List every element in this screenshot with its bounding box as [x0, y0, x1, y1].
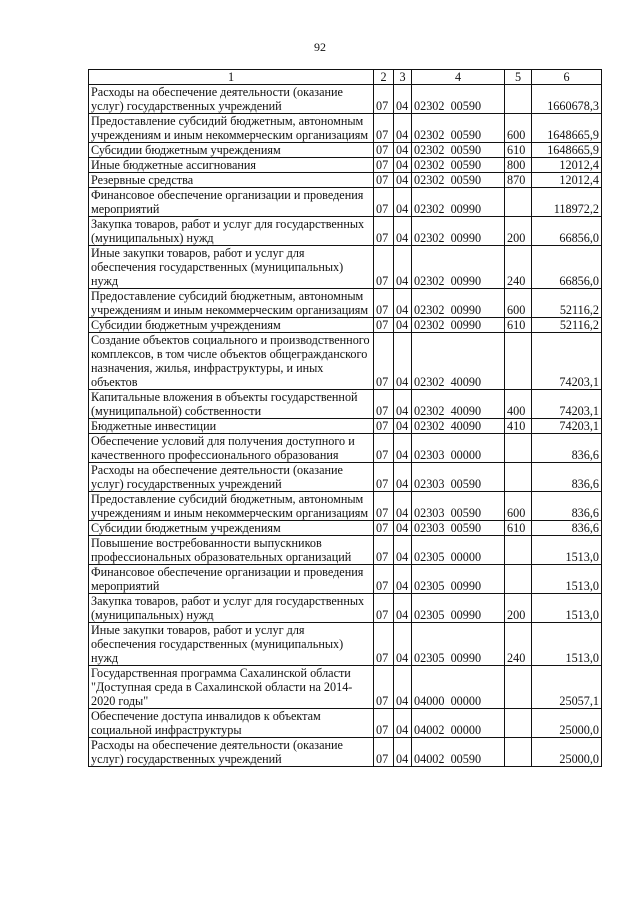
table-row — [89, 188, 602, 217]
section-code-cell: 07 — [374, 434, 394, 463]
subsection-code-cell: 04 — [394, 114, 412, 143]
expense-name-cell: Предоставление субсидий бюджетным, автономным учреждениям и иным некоммерческим организациям — [89, 114, 374, 143]
expense-name-cell: Субсидии бюджетным учреждениям — [89, 318, 374, 333]
table-row — [89, 434, 602, 463]
subsection-code-cell: 04 — [394, 738, 412, 767]
expense-name-cell: Повышение востребованности выпускников профессиональных образовательных организаций — [89, 536, 374, 565]
section-code-cell: 07 — [374, 738, 394, 767]
amount-cell: 52116,2 — [532, 289, 602, 318]
amount-cell: 836,6 — [532, 492, 602, 521]
target-article-cell: 02305 00990 — [412, 594, 505, 623]
expense-name-cell: Субсидии бюджетным учреждениям — [89, 521, 374, 536]
expense-name-cell: Резервные средства — [89, 173, 374, 188]
expense-type-cell — [505, 666, 532, 709]
table-row — [89, 492, 602, 521]
target-article-cell: 02305 00990 — [412, 565, 505, 594]
subsection-code-cell: 04 — [394, 419, 412, 434]
target-article-cell: 02302 40090 — [412, 333, 505, 390]
expense-type-cell: 200 — [505, 594, 532, 623]
section-code-cell: 07 — [374, 623, 394, 666]
amount-cell: 1660678,3 — [532, 85, 602, 114]
target-article-cell: 02302 00990 — [412, 289, 505, 318]
table-body — [89, 85, 602, 767]
amount-cell: 1513,0 — [532, 536, 602, 565]
table-row — [89, 738, 602, 767]
expense-name-cell: Государственная программа Сахалинской области "Доступная среда в Сахалинской области на 2014-2020 годы" — [89, 666, 374, 709]
section-code-cell: 07 — [374, 521, 394, 536]
page-number: 92 — [314, 40, 326, 54]
table-row — [89, 666, 602, 709]
expense-name-cell: Финансовое обеспечение организации и проведения мероприятий — [89, 188, 374, 217]
expense-name-cell: Бюджетные инвестиции — [89, 419, 374, 434]
table-row — [89, 521, 602, 536]
section-code-cell: 07 — [374, 390, 394, 419]
table-row — [89, 143, 602, 158]
expense-name-cell: Предоставление субсидий бюджетным, автономным учреждениям и иным некоммерческим организациям — [89, 492, 374, 521]
subsection-code-cell: 04 — [394, 521, 412, 536]
section-code-cell: 07 — [374, 709, 394, 738]
expense-type-cell: 610 — [505, 143, 532, 158]
section-code-cell: 07 — [374, 536, 394, 565]
table-row — [89, 536, 602, 565]
amount-cell: 52116,2 — [532, 318, 602, 333]
subsection-code-cell: 04 — [394, 246, 412, 289]
target-article-cell: 02302 00990 — [412, 246, 505, 289]
target-article-cell: 02302 00590 — [412, 85, 505, 114]
section-code-cell: 07 — [374, 419, 394, 434]
target-article-cell: 02305 00990 — [412, 623, 505, 666]
expense-type-cell: 410 — [505, 419, 532, 434]
amount-cell: 1648665,9 — [532, 114, 602, 143]
amount-cell: 74203,1 — [532, 390, 602, 419]
section-code-cell: 07 — [374, 85, 394, 114]
expense-name-cell: Расходы на обеспечение деятельности (оказание услуг) государственных учреждений — [89, 463, 374, 492]
target-article-cell: 02302 00990 — [412, 188, 505, 217]
subsection-code-cell: 04 — [394, 463, 412, 492]
subsection-code-cell: 04 — [394, 536, 412, 565]
section-code-cell: 07 — [374, 318, 394, 333]
table-row — [89, 390, 602, 419]
subsection-code-cell: 04 — [394, 289, 412, 318]
section-code-cell: 07 — [374, 289, 394, 318]
target-article-cell: 02303 00000 — [412, 434, 505, 463]
subsection-code-cell: 04 — [394, 143, 412, 158]
expense-name-cell: Обеспечение условий для получения доступного и качественного профессионального образования — [89, 434, 374, 463]
subsection-code-cell: 04 — [394, 434, 412, 463]
amount-cell: 74203,1 — [532, 419, 602, 434]
expense-type-cell: 600 — [505, 492, 532, 521]
amount-cell: 25000,0 — [532, 738, 602, 767]
section-code-cell: 07 — [374, 666, 394, 709]
expense-type-cell: 600 — [505, 289, 532, 318]
expense-type-cell: 610 — [505, 521, 532, 536]
table-row — [89, 158, 602, 173]
table-row — [89, 114, 602, 143]
subsection-code-cell: 04 — [394, 623, 412, 666]
target-article-cell: 02302 00590 — [412, 158, 505, 173]
target-article-cell: 02303 00590 — [412, 492, 505, 521]
target-article-cell: 02305 00000 — [412, 536, 505, 565]
table-row — [89, 463, 602, 492]
expense-type-cell — [505, 709, 532, 738]
expense-type-cell: 240 — [505, 623, 532, 666]
amount-cell: 66856,0 — [532, 246, 602, 289]
amount-cell: 118972,2 — [532, 188, 602, 217]
subsection-code-cell: 04 — [394, 390, 412, 419]
expense-name-cell: Иные закупки товаров, работ и услуг для обеспечения государственных (муниципальных) нужд — [89, 246, 374, 289]
expense-name-cell: Капитальные вложения в объекты государственной (муниципальной) собственности — [89, 390, 374, 419]
expense-type-cell: 870 — [505, 173, 532, 188]
expense-type-cell — [505, 738, 532, 767]
expense-type-cell: 240 — [505, 246, 532, 289]
amount-cell: 12012,4 — [532, 173, 602, 188]
amount-cell: 1513,0 — [532, 594, 602, 623]
section-code-cell: 07 — [374, 333, 394, 390]
expense-name-cell: Предоставление субсидий бюджетным, автономным учреждениям и иным некоммерческим организациям — [89, 289, 374, 318]
section-code-cell: 07 — [374, 143, 394, 158]
section-code-cell: 07 — [374, 492, 394, 521]
subsection-code-cell: 04 — [394, 188, 412, 217]
target-article-cell: 04000 00000 — [412, 666, 505, 709]
subsection-code-cell: 04 — [394, 492, 412, 521]
subsection-code-cell: 04 — [394, 173, 412, 188]
amount-cell: 836,6 — [532, 463, 602, 492]
amount-cell: 836,6 — [532, 434, 602, 463]
expense-type-cell — [505, 188, 532, 217]
header-col-3: 3 — [394, 70, 412, 85]
target-article-cell: 02302 40090 — [412, 419, 505, 434]
amount-cell: 1648665,9 — [532, 143, 602, 158]
section-code-cell: 07 — [374, 594, 394, 623]
expense-type-cell — [505, 333, 532, 390]
amount-cell: 12012,4 — [532, 158, 602, 173]
amount-cell: 25057,1 — [532, 666, 602, 709]
expense-type-cell: 200 — [505, 217, 532, 246]
header-col-6: 6 — [532, 70, 602, 85]
amount-cell: 1513,0 — [532, 623, 602, 666]
expense-name-cell: Иные закупки товаров, работ и услуг для обеспечения государственных (муниципальных) нужд — [89, 623, 374, 666]
table-row — [89, 173, 602, 188]
header-col-2: 2 — [374, 70, 394, 85]
subsection-code-cell: 04 — [394, 85, 412, 114]
target-article-cell: 02302 00590 — [412, 143, 505, 158]
table-row — [89, 623, 602, 666]
target-article-cell: 02302 40090 — [412, 390, 505, 419]
subsection-code-cell: 04 — [394, 158, 412, 173]
header-col-1: 1 — [89, 70, 374, 85]
target-article-cell: 02303 00590 — [412, 463, 505, 492]
table-row — [89, 217, 602, 246]
expense-type-cell: 400 — [505, 390, 532, 419]
expense-type-cell — [505, 536, 532, 565]
target-article-cell: 02302 00990 — [412, 318, 505, 333]
table-row — [89, 289, 602, 318]
budget-table — [88, 69, 602, 767]
expense-name-cell: Расходы на обеспечение деятельности (оказание услуг) государственных учреждений — [89, 738, 374, 767]
header-col-4: 4 — [412, 70, 505, 85]
expense-type-cell: 600 — [505, 114, 532, 143]
header-col-5: 5 — [505, 70, 532, 85]
table-row — [89, 419, 602, 434]
section-code-cell: 07 — [374, 158, 394, 173]
header-row — [89, 70, 602, 85]
amount-cell: 1513,0 — [532, 565, 602, 594]
expense-type-cell — [505, 565, 532, 594]
expense-name-cell: Финансовое обеспечение организации и проведения мероприятий — [89, 565, 374, 594]
target-article-cell: 02302 00590 — [412, 114, 505, 143]
subsection-code-cell: 04 — [394, 594, 412, 623]
expense-name-cell: Закупка товаров, работ и услуг для государственных (муниципальных) нужд — [89, 594, 374, 623]
subsection-code-cell: 04 — [394, 333, 412, 390]
section-code-cell: 07 — [374, 188, 394, 217]
amount-cell: 74203,1 — [532, 333, 602, 390]
target-article-cell: 04002 00000 — [412, 709, 505, 738]
subsection-code-cell: 04 — [394, 709, 412, 738]
subsection-code-cell: 04 — [394, 318, 412, 333]
amount-cell: 836,6 — [532, 521, 602, 536]
table-row — [89, 85, 602, 114]
target-article-cell: 02302 00590 — [412, 173, 505, 188]
expense-type-cell — [505, 463, 532, 492]
subsection-code-cell: 04 — [394, 565, 412, 594]
expense-name-cell: Обеспечение доступа инвалидов к объектам социальной инфраструктуры — [89, 709, 374, 738]
expense-type-cell — [505, 434, 532, 463]
section-code-cell: 07 — [374, 246, 394, 289]
subsection-code-cell: 04 — [394, 666, 412, 709]
target-article-cell: 04002 00590 — [412, 738, 505, 767]
target-article-cell: 02302 00990 — [412, 217, 505, 246]
section-code-cell: 07 — [374, 565, 394, 594]
section-code-cell: 07 — [374, 463, 394, 492]
section-code-cell: 07 — [374, 173, 394, 188]
target-article-cell: 02303 00590 — [412, 521, 505, 536]
table-row — [89, 709, 602, 738]
amount-cell: 25000,0 — [532, 709, 602, 738]
table-row — [89, 565, 602, 594]
expense-name-cell: Закупка товаров, работ и услуг для государственных (муниципальных) нужд — [89, 217, 374, 246]
amount-cell: 66856,0 — [532, 217, 602, 246]
expense-name-cell: Расходы на обеспечение деятельности (оказание услуг) государственных учреждений — [89, 85, 374, 114]
section-code-cell: 07 — [374, 217, 394, 246]
table-row — [89, 246, 602, 289]
table-row — [89, 594, 602, 623]
table-row — [89, 318, 602, 333]
expense-name-cell: Создание объектов социального и производственного комплексов, в том числе объектов общегражданского назначения, жилья, инфраструктуры, и иных объектов — [89, 333, 374, 390]
expense-name-cell: Субсидии бюджетным учреждениям — [89, 143, 374, 158]
table-row — [89, 333, 602, 390]
expense-type-cell — [505, 85, 532, 114]
expense-type-cell: 610 — [505, 318, 532, 333]
expense-type-cell: 800 — [505, 158, 532, 173]
subsection-code-cell: 04 — [394, 217, 412, 246]
section-code-cell: 07 — [374, 114, 394, 143]
expense-name-cell: Иные бюджетные ассигнования — [89, 158, 374, 173]
